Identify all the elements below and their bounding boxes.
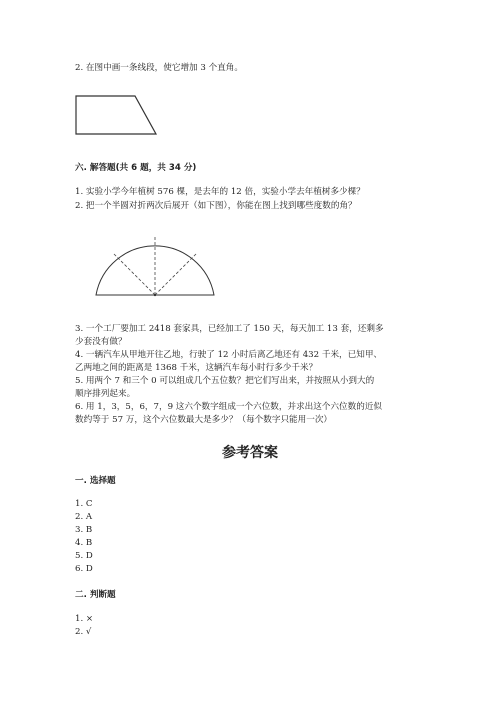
question-2: 2. 把一个半圆对折两次后展开（如下图），你能在图上找到哪些度数的角？: [75, 201, 357, 211]
question-6-line1: 6. 用 1，3，5，6，7，9 这六个数字组成一个六位数，并求出这个六位数的近似: [75, 402, 383, 412]
answer-judge-item: 1. ×: [75, 614, 94, 624]
question-5-line1: 5. 用两个 7 和三个 0 可以组成几个五位数？把它们写出来，并按照从小到大的: [75, 376, 375, 386]
answer-key-title: 参考答案: [222, 445, 278, 461]
question-6-line2: 数约等于 57 万，这个六位数最大是多少？（每个数字只能用一次）: [75, 415, 333, 425]
question-4-line1: 4. 一辆汽车从甲地开往乙地，行驶了 12 小时后离乙地还有 432 千米，已知甲、: [75, 350, 383, 360]
question-5-line2: 顺序排列起来。: [75, 389, 136, 399]
answer-choice-item: 5. D: [75, 551, 93, 561]
answer-choice-item: 1. C: [75, 499, 93, 509]
question-4-line2: 乙两地之间的距离是 1368 千米，这辆汽车每小时行多少千米？: [75, 363, 318, 373]
answer-section-choice: 一. 选择题: [75, 476, 116, 486]
answer-choice-item: 2. A: [75, 512, 93, 522]
answer-choice-item: 3. B: [75, 525, 93, 535]
trapezoid-figure: [76, 96, 156, 134]
question-3-line1: 3. 一个工厂要加工 2418 套家具，已经加工了 150 天，每天加工 13 套，还剩多: [75, 324, 384, 334]
answer-choice-item: 6. D: [75, 564, 93, 574]
section-heading-solve: 六. 解答题(共 6 题，共 34 分): [75, 163, 197, 173]
question-draw-line: 2. 在图中画一条线段，使它增加 3 个直角。: [75, 63, 243, 73]
question-3-line2: 少套没有做？: [75, 337, 127, 347]
answer-choice-item: 4. B: [75, 538, 93, 548]
answer-section-judge: 二. 判断题: [75, 590, 116, 600]
answer-judge-item: 2. √: [75, 627, 92, 637]
semicircle-figure: [96, 235, 214, 296]
question-1: 1. 实验小学今年植树 576 棵，是去年的 12 倍，实验小学去年植树多少棵？: [75, 187, 365, 197]
